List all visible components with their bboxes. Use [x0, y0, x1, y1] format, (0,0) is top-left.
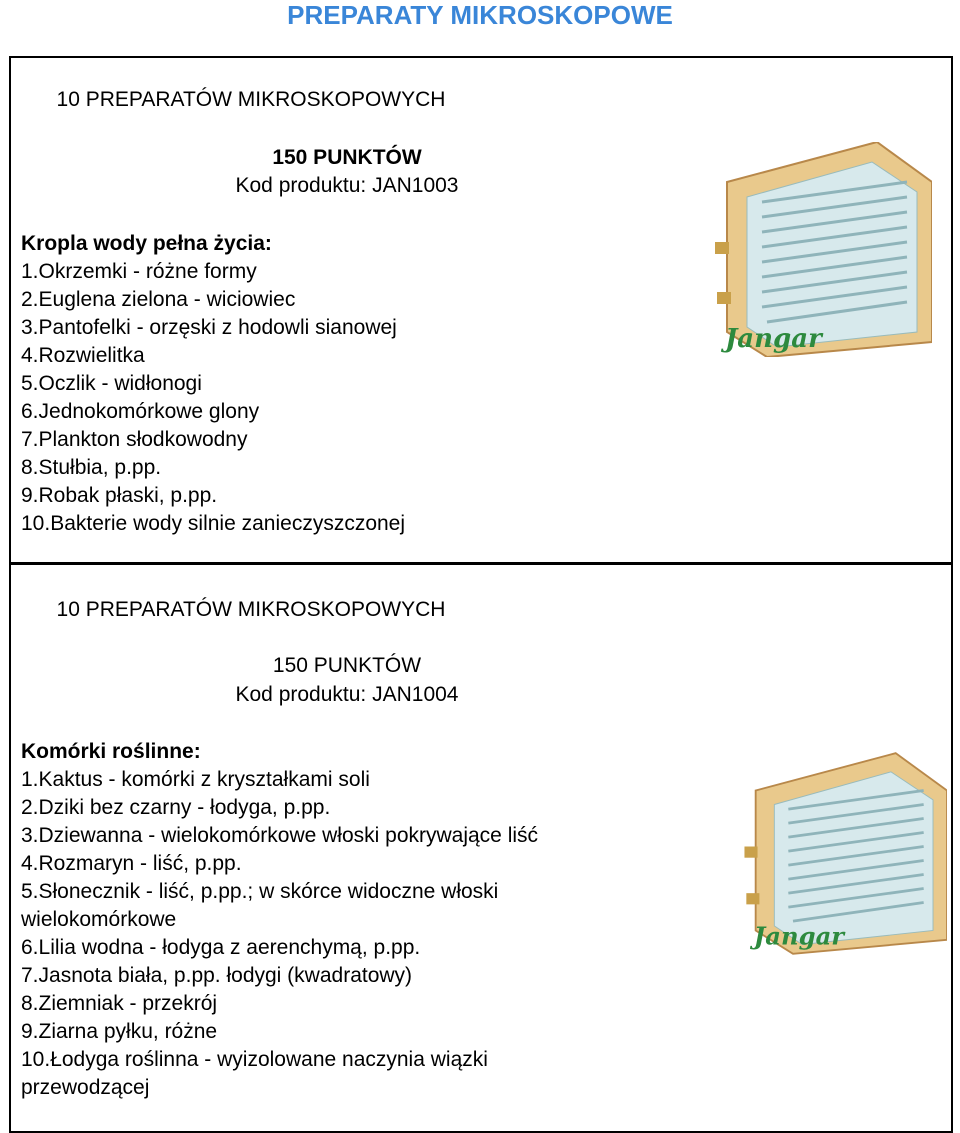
slide-list: [21, 258, 405, 538]
list-item: 6.Lilia wodna - łodyga z aerenchymą, p.pp.: [21, 936, 421, 959]
list-item: 5.Słonecznik - liść, p.pp.; w skórce widoczne włoski wielokomórkowe: [21, 880, 499, 931]
list-item: 1.Okrzemki - różne formy: [21, 260, 257, 283]
list-item: 3.Pantofelki - orzęski z hodowli sianowej: [21, 316, 397, 339]
list-item: 10.Bakterie wody silnie zanieczyszczonej: [21, 512, 406, 535]
product-code: Kod produktu: JAN1004: [235, 683, 459, 706]
list-item: 4.Rozmaryn - liść, p.pp.: [21, 852, 242, 875]
product-description: [21, 230, 405, 538]
list-item: 7.Plankton słodkowodny: [21, 428, 248, 451]
list-item: 9.Robak płaski, p.pp.: [21, 484, 218, 507]
list-item: 1.Kaktus - komórki z kryształkami soli: [21, 768, 370, 791]
list-item: 2.Dziki bez czarny - łodyga, p.pp.: [21, 796, 331, 819]
brand-logo: Jangar: [725, 324, 822, 354]
product-photo: [707, 142, 932, 357]
page-title: PREPARATY MIKROSKOPOWE: [287, 0, 673, 30]
product-photo: [737, 751, 947, 956]
slide-box-image: [737, 751, 947, 956]
product-card-jan1004: [9, 563, 953, 1133]
list-item: 5.Oczlik - widłonogi: [21, 372, 202, 395]
list-item: 6.Jednokomórkowe glony: [21, 400, 260, 423]
list-item: 9.Ziarna pyłku, różne: [21, 1020, 218, 1043]
product-card-jan1003: [9, 56, 953, 564]
product-heading: Komórki roślinne:: [21, 740, 201, 763]
list-item: 2.Euglena zielona - wiciowiec: [21, 288, 296, 311]
list-item: 3.Dziewanna - wielokomórkowe włoski pokrywające liść: [21, 824, 539, 847]
product-code: Kod produktu: JAN1003: [235, 174, 459, 197]
product-name: 10 PREPARATÓW MIKROSKOPOWYCH: [56, 88, 446, 111]
list-item: 10.Łodyga roślinna - wyizolowane naczynia wiązki przewodzącej: [21, 1048, 488, 1099]
product-points: 150 PUNKTÓW: [272, 146, 422, 169]
list-item: 8.Ziemniak - przekrój: [21, 992, 218, 1015]
product-points: 150 PUNKTÓW: [272, 654, 422, 677]
list-item: 4.Rozwielitka: [21, 344, 145, 367]
slide-list: [21, 766, 671, 1102]
list-item: 8.Stułbia, p.pp.: [21, 456, 162, 479]
list-item: 7.Jasnota biała, p.pp. łodygi (kwadratowy): [21, 964, 413, 987]
slide-box-image: [707, 142, 932, 357]
product-name: 10 PREPARATÓW MIKROSKOPOWYCH: [56, 598, 446, 621]
brand-logo: Jangar: [753, 921, 845, 951]
product-heading: Kropla wody pełna życia:: [21, 232, 272, 255]
product-description: [21, 738, 671, 1102]
